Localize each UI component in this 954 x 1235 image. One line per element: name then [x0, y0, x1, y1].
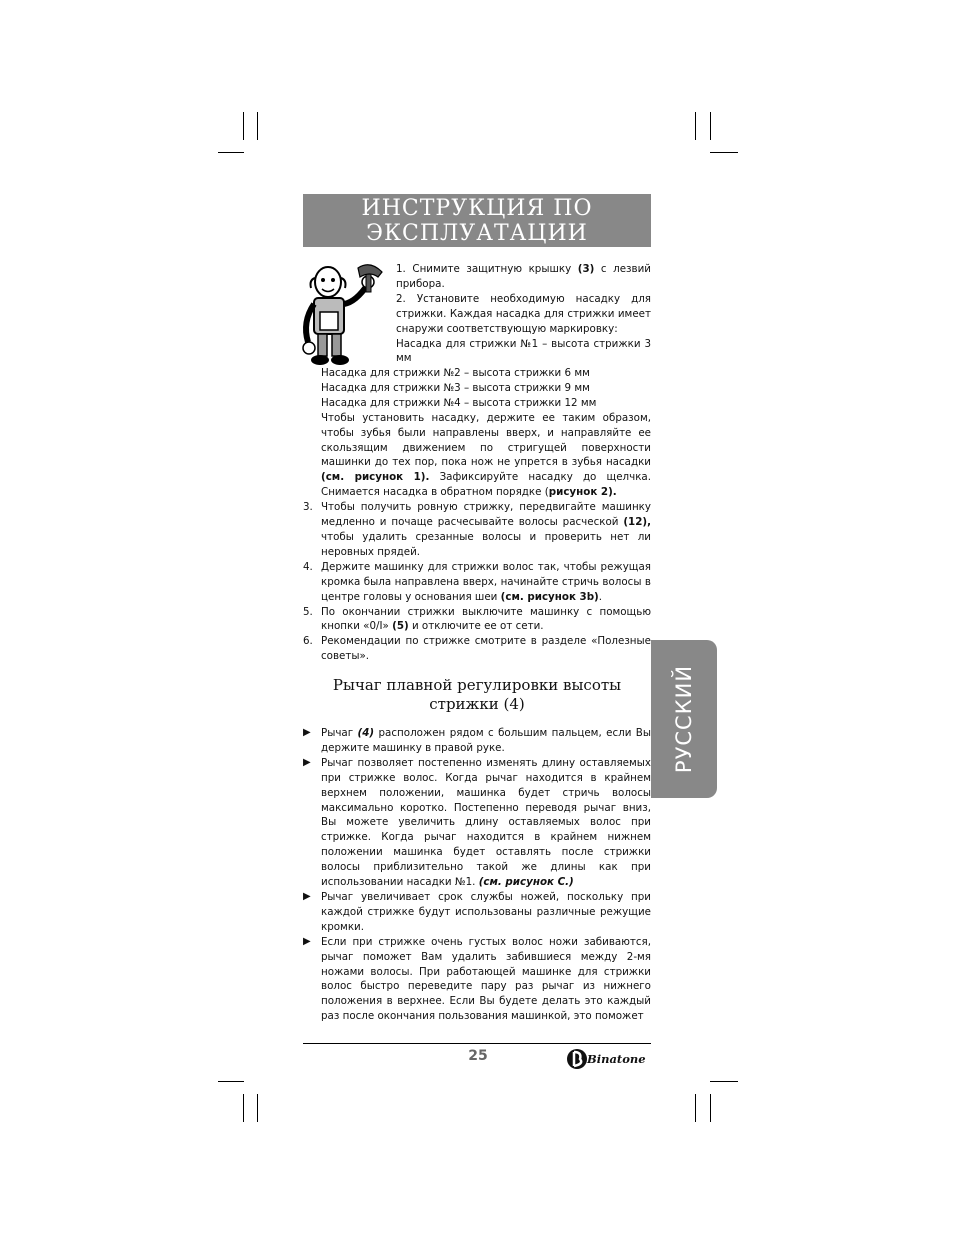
brand-name: Binatone — [587, 1052, 646, 1066]
ref: рисунок 2 — [548, 486, 609, 499]
intro-step-2: 2. Установите необходимую насадку для стрижки. Каждая насадка для стрижки имеет снаружи соответствующую маркировку: — [396, 292, 651, 335]
handyman-mascot-icon — [298, 262, 390, 370]
bullet-item — [303, 756, 651, 890]
intro-continued — [303, 366, 651, 664]
step-4 — [303, 560, 651, 605]
ref: (см. рисунок 1). — [321, 471, 430, 484]
ref: ). — [608, 486, 617, 499]
ref: (12), — [623, 516, 651, 529]
step-number: 3. — [303, 501, 313, 514]
step-5 — [303, 605, 651, 635]
text: Рычаг позволяет постепенно изменять длину оставляемых при стрижке волос. Когда рычаг находится в крайнем верхнем положении, машинка будет стричь волосы максимально коротко. Постепенно переводя рычаг вниз, Вы можете увеличить длину оставляемых волос при стрижке. Когда рычаг находится в крайнем нижнем положении машинка будет оставлять после стрижки волосы приблизительно такой же длины как при использовании насадки №1. — [321, 756, 651, 889]
text: и отключите ее от сети. — [408, 620, 544, 633]
bullet-item — [303, 935, 651, 1024]
crop-mark — [218, 152, 244, 153]
triangle-right-icon: ▶ — [303, 935, 311, 947]
step-number: 5. — [303, 605, 313, 618]
crop-mark — [710, 1094, 711, 1122]
ref: (5) — [392, 620, 409, 633]
crop-mark — [243, 112, 244, 140]
attachment-2: Насадка для стрижки №2 – высота стрижки 6 мм — [321, 367, 590, 379]
text: Зафиксируйте насадку до щелчка. Снимается насадка в обратном порядке ( — [321, 471, 652, 499]
intro-right-column — [396, 262, 651, 366]
page-number: 25 — [468, 1048, 488, 1064]
text: расположен рядом с большим пальцем, если Вы держите машинку в правой руке. — [321, 727, 651, 754]
triangle-right-icon: ▶ — [303, 756, 311, 768]
subsection-title-line2: стрижки (4) — [429, 695, 525, 713]
intro-step-1 — [396, 262, 651, 292]
text: Если при стрижке очень густых волос ножи забиваются, рычаг поможет Вам удалить забившиеся между 2-мя ножами волосы. При работающей машинке для стрижки волос быстро переведите пару раз рычаг из нижнего положения в верхнее. Если Вы будете делать это каждый раз после окончания пользования машинкой, это поможет — [321, 935, 651, 1023]
crop-mark — [243, 1094, 244, 1122]
section-title — [303, 194, 651, 247]
language-tab — [651, 640, 717, 798]
step-6 — [303, 634, 651, 664]
crop-mark — [695, 112, 696, 140]
attachment-3: Насадка для стрижки №3 – высота стрижки 9 мм — [321, 381, 590, 394]
section-title-line2: ЭКСПЛУАТАЦИИ — [366, 221, 588, 246]
footer-divider — [303, 1043, 651, 1044]
triangle-right-icon: ▶ — [303, 727, 311, 738]
bullet-item — [303, 726, 651, 756]
crop-mark — [257, 112, 258, 140]
section-title-line1: ИНСТРУКЦИЯ ПО — [361, 196, 593, 221]
text: с лезвий прибора. — [396, 263, 651, 290]
crop-mark — [257, 1094, 258, 1122]
step-3 — [303, 500, 651, 560]
attachment-instructions — [321, 411, 651, 500]
triangle-right-icon: ▶ — [303, 890, 311, 902]
step-number: 4. — [303, 560, 313, 573]
text: 1. Снимите защитную крышку — [396, 263, 578, 275]
bullet-item — [303, 890, 651, 935]
text: Рычаг увеличивает срок службы ножей, поскольку при каждой стрижке будут использованы различные режущие кромки. — [321, 890, 651, 933]
crop-mark — [710, 112, 711, 140]
step-number: 6. — [303, 635, 313, 648]
text: Чтобы установить насадку, держите ее таким образом, чтобы зубья были направлены вверх, и направляйте ее скользящим движением по стригущей поверхности машинки до тех пор, пока нож не упрется в зубья насадки — [321, 411, 651, 469]
crop-mark — [710, 1081, 738, 1082]
text: Чтобы получить ровную стрижку, передвигайте машинку медленно и почаще расчесывайте волосы расческой — [321, 501, 651, 529]
language-tab-label: РУССКИЙ — [672, 664, 696, 774]
text: . — [598, 590, 603, 603]
ref: (3) — [577, 263, 595, 275]
crop-mark — [218, 1081, 244, 1082]
ref: (см. рисунок С.) — [478, 876, 574, 889]
subsection-title — [303, 676, 651, 714]
text: чтобы удалить срезанные волосы и проверить нет ли неровных прядей. — [321, 530, 651, 558]
ref: (4) — [357, 727, 375, 739]
attachment-4: Насадка для стрижки №4 – высота стрижки 12 мм — [321, 396, 597, 409]
text: Рекомендации по стрижке смотрите в разделе «Полезные советы». — [321, 635, 651, 663]
lever-bullets — [303, 726, 651, 1024]
crop-mark — [710, 152, 738, 153]
text: Держите машинку для стрижки волос так, чтобы режущая кромка была направлена вверх, начинайте стричь волосы в центре головы у основания шеи — [321, 560, 651, 603]
text: Рычаг — [321, 727, 358, 739]
ref: (см. рисунок 3b) — [500, 590, 599, 603]
text: По окончании стрижки выключите машинку с помощью кнопки «0/I» — [321, 605, 651, 633]
crop-mark — [695, 1094, 696, 1122]
subsection-title-line1: Рычаг плавной регулировки высоты — [332, 676, 622, 694]
attachment-1: Насадка для стрижки №1 – высота стрижки 3 мм — [396, 337, 651, 365]
